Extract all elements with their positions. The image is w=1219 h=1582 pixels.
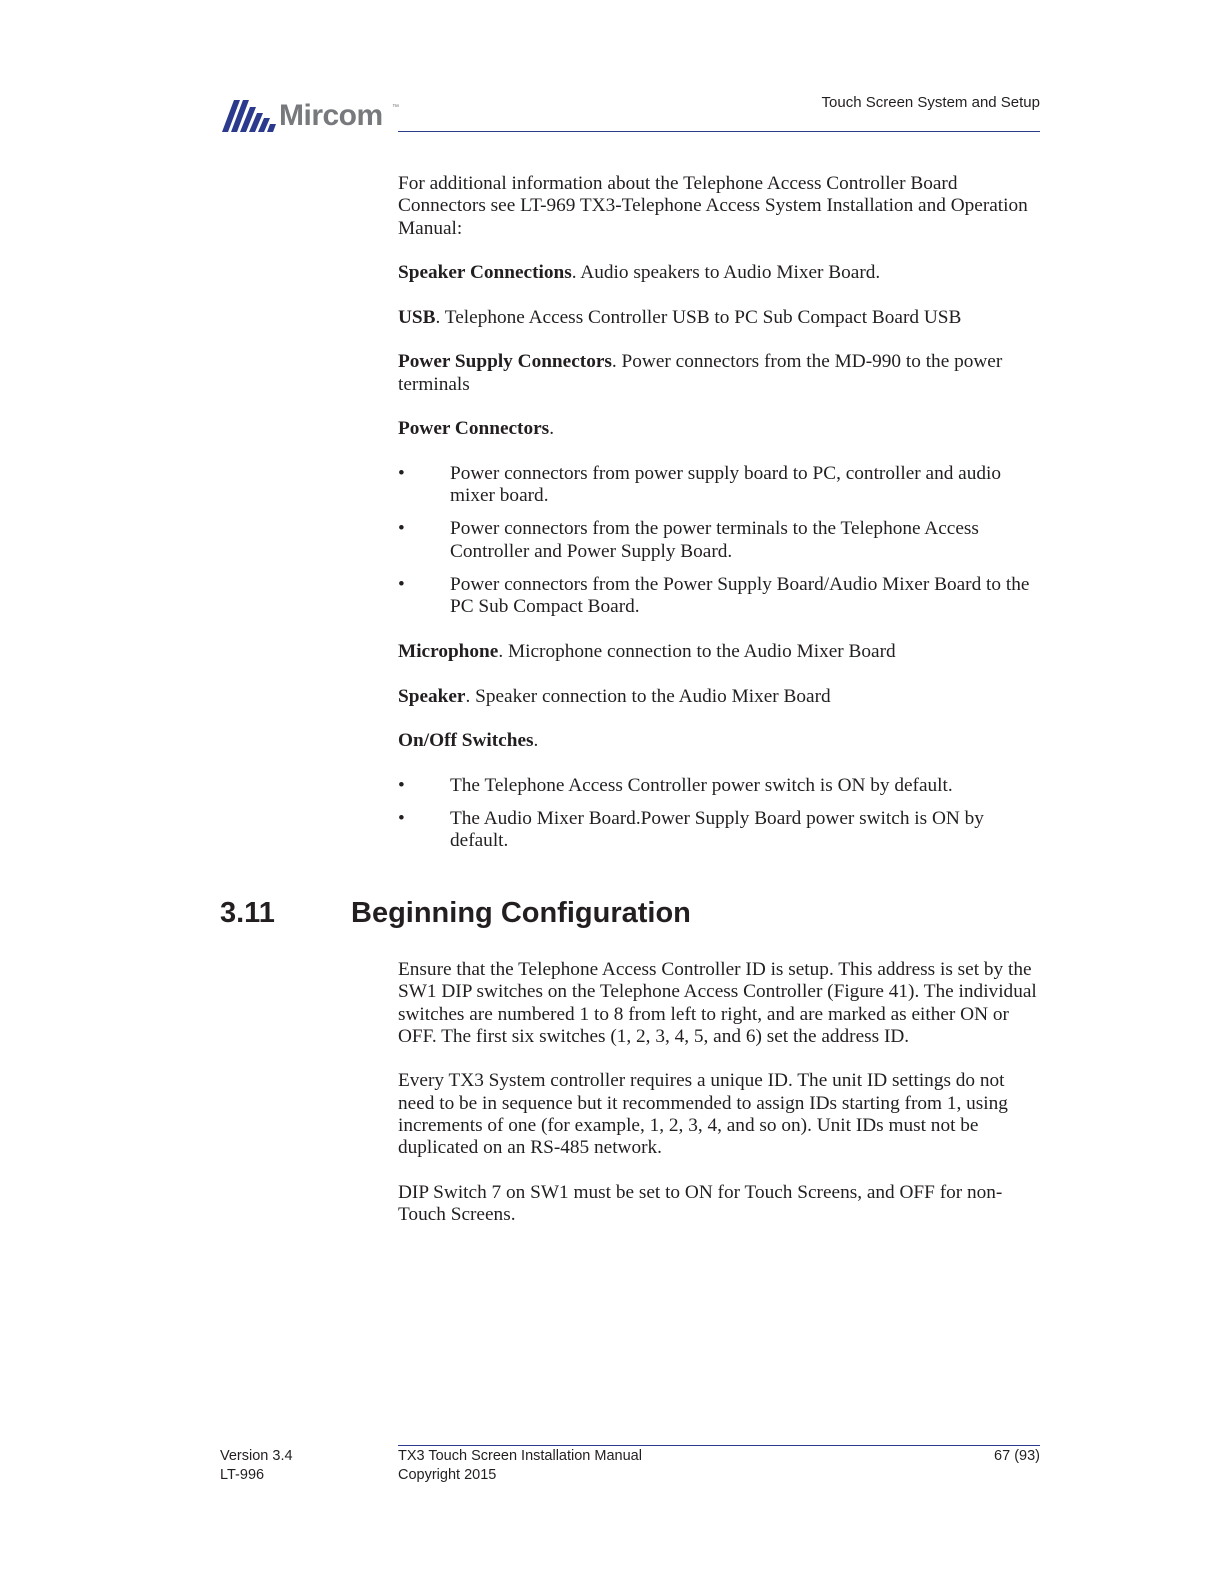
- list-item-text: Power connectors from the Power Supply Board/Audio Mixer Board to the PC Sub Compact Board.: [450, 574, 1030, 618]
- mircom-logo: [220, 98, 400, 134]
- footer-version: Version 3.4: [220, 1448, 293, 1464]
- list-item-text: Power connectors from power supply board to PC, controller and audio mixer board.: [450, 462, 1002, 507]
- section-number: 3.11: [220, 897, 275, 929]
- bullet-icon: •: [398, 808, 405, 830]
- footer-doc-code: LT-996: [220, 1467, 265, 1483]
- bullet-icon: •: [398, 518, 405, 540]
- list-item: [398, 574, 1043, 619]
- item-text: . Power connectors from the MD-990 to the power terminals: [398, 351, 1003, 395]
- header-section-title: Touch Screen System and Setup: [821, 94, 1040, 111]
- item-term: Speaker: [398, 685, 466, 707]
- item-microphone: [398, 641, 1043, 663]
- section-paragraph: Ensure that the Telephone Access Controller ID is setup. This address is set by the SW1 DIP switches on the Telephone Access Controller (Figure 41). The individual switches are numbered 1 to 8 from left to right, and are marked as either ON or OFF. The first six switches (1, 2, 3, 4, 5, and 6) set the address ID.: [398, 959, 1037, 1047]
- item-text: . Telephone Access Controller USB to PC Sub Compact Board USB: [435, 306, 962, 328]
- item-usb: [398, 307, 1043, 329]
- logo-wordmark: Mircom: [279, 99, 383, 132]
- header-rule: [398, 131, 1040, 132]
- item-term: Microphone: [398, 640, 499, 662]
- item-on-off-switches: [398, 730, 1043, 752]
- item-term: Power Supply Connectors: [398, 351, 612, 373]
- list-item-text: Power connectors from the power terminals to the Telephone Access Controller and Power Supply Board.: [450, 518, 979, 562]
- switches-list: [398, 775, 1043, 853]
- item-speaker: [398, 686, 1043, 708]
- list-item-text: The Audio Mixer Board.Power Supply Board power switch is ON by default.: [450, 808, 984, 852]
- list-item: [398, 518, 1043, 563]
- list-item: [398, 775, 1043, 797]
- bullet-icon: •: [398, 462, 405, 484]
- item-term: Power Connectors: [398, 418, 550, 440]
- section-content: [398, 959, 1043, 1249]
- section-heading: [220, 895, 691, 931]
- section-paragraph: DIP Switch 7 on SW1 must be set to ON for Touch Screens, and OFF for non-Touch Screens.: [398, 1181, 1003, 1226]
- footer-page-number: 67 (93): [994, 1448, 1040, 1464]
- footer-copyright: Copyright 2015: [398, 1467, 497, 1483]
- item-term: Speaker Connections: [398, 262, 572, 284]
- item-text: .: [549, 418, 555, 440]
- body-content: [398, 173, 1043, 875]
- footer-rule: [398, 1445, 1040, 1446]
- section-paragraph: Every TX3 System controller requires a unique ID. The unit ID settings do not need to be in sequence but it recommended to assign IDs starting from 1, using increments of one (for example, 1, 2, 3, 4, and so on). Unit IDs must not be duplicated on an RS-485 network.: [398, 1070, 1008, 1159]
- item-term: USB: [398, 306, 436, 328]
- item-speaker-connections: [398, 262, 1043, 284]
- logo-trademark: ™: [392, 104, 399, 111]
- power-connectors-list: [398, 463, 1043, 619]
- item-text: . Speaker connection to the Audio Mixer Board: [465, 685, 831, 707]
- item-text: . Audio speakers to Audio Mixer Board.: [571, 262, 881, 284]
- item-power-connectors: [398, 418, 1043, 440]
- item-text: . Microphone connection to the Audio Mixer Board: [498, 640, 896, 662]
- list-item: [398, 463, 1043, 508]
- mircom-logo-mark-icon: [220, 98, 276, 132]
- list-item: [398, 808, 1043, 853]
- item-power-supply-connectors: [398, 351, 1043, 396]
- footer-left: [220, 1447, 293, 1485]
- section-title: Beginning Configuration: [351, 897, 691, 929]
- list-item-text: The Telephone Access Controller power switch is ON by default.: [450, 774, 953, 796]
- bullet-icon: •: [398, 774, 405, 796]
- item-term: On/Off Switches: [398, 730, 534, 752]
- intro-paragraph: For additional information about the Telephone Access Controller Board Connectors see LT-969 TX3-Telephone Access System Installation and Operation Manual:: [398, 173, 1028, 239]
- footer-manual-title: TX3 Touch Screen Installation Manual: [398, 1448, 642, 1464]
- bullet-icon: •: [398, 574, 405, 596]
- item-text: .: [533, 730, 539, 752]
- footer-middle: [398, 1447, 642, 1485]
